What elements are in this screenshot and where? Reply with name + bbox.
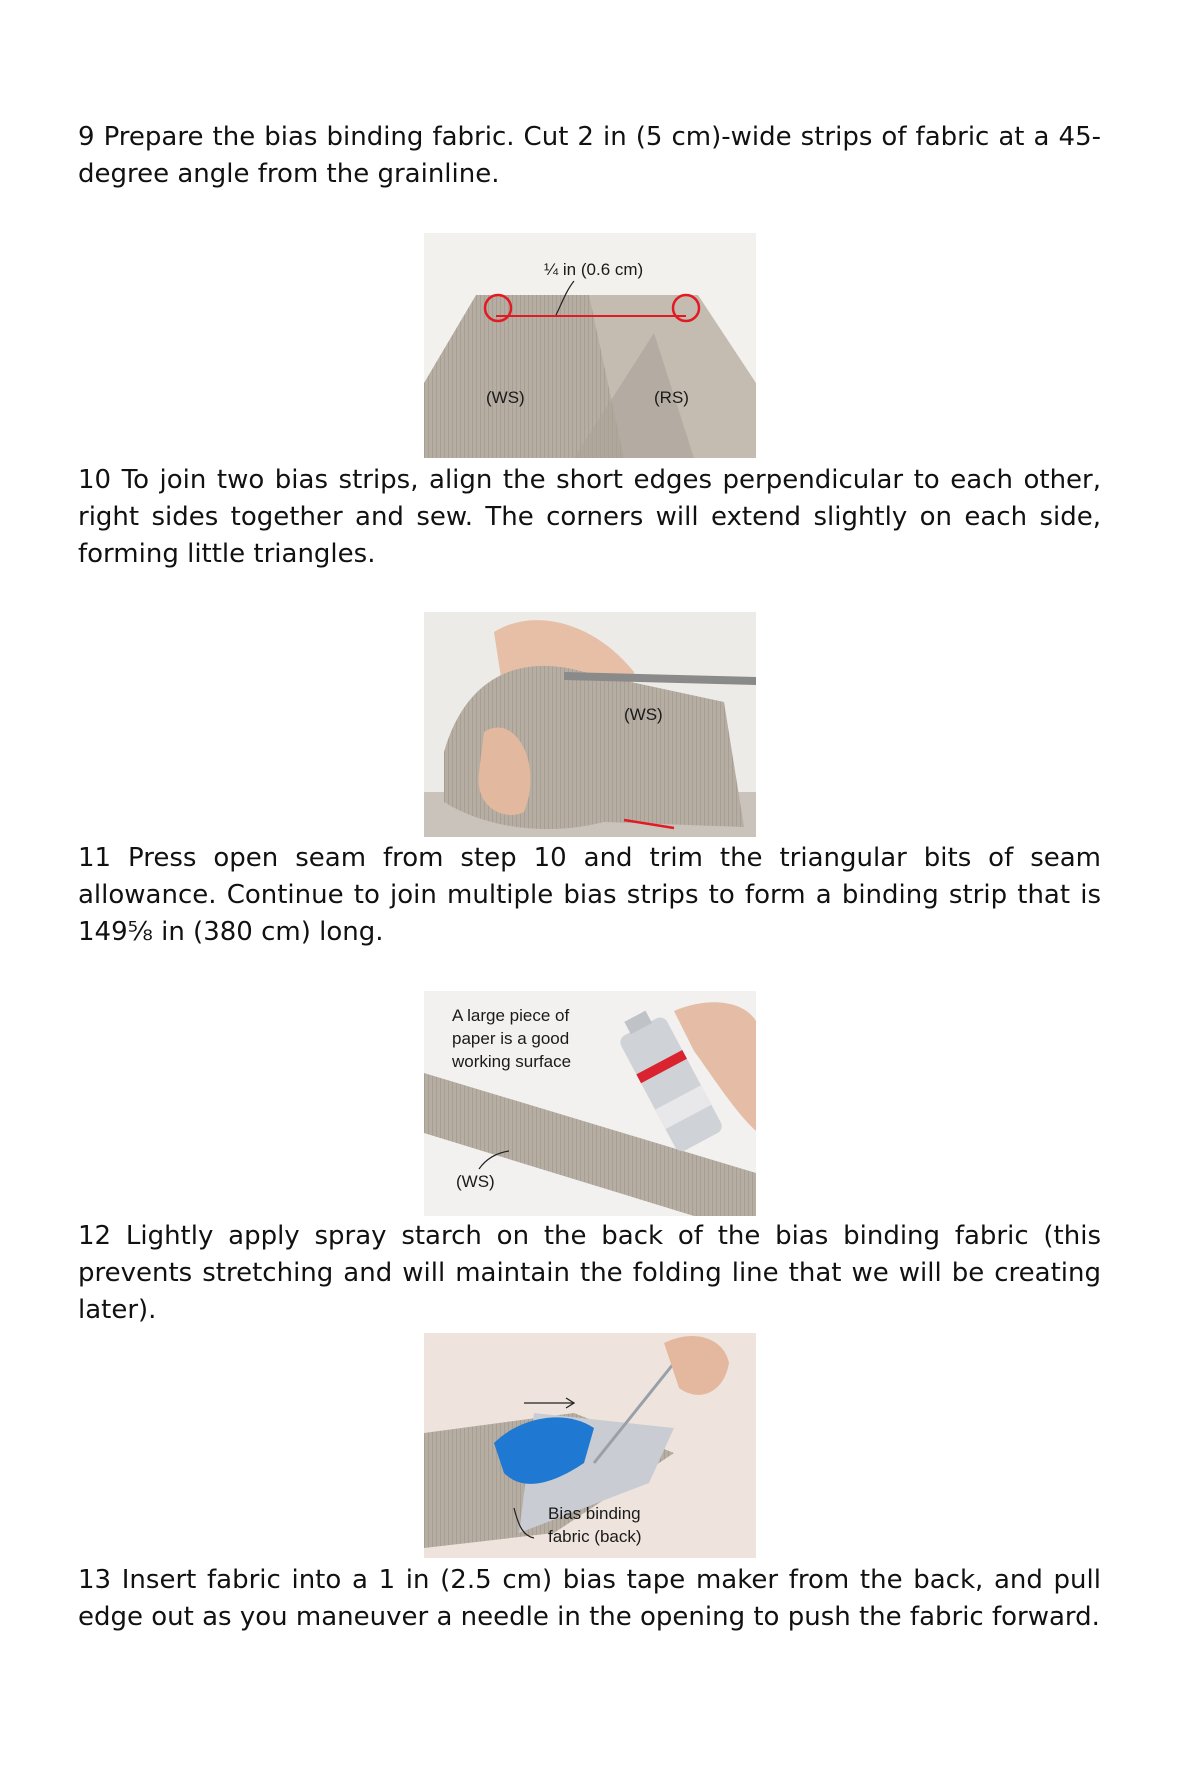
surface-note-line-3: working surface (452, 1052, 572, 1071)
fabric-note-line-2: fabric (back) (548, 1527, 642, 1546)
rs-label: (RS) (654, 388, 689, 407)
step-12-text: 12 Lightly apply spray starch on the back of the bias binding fabric (this prevents stretching and will maintain the folding line that we will be creating later). (78, 1221, 1101, 1325)
trim-ws-label: (WS) (624, 705, 663, 724)
step-13-text: 13 Insert fabric into a 1 in (2.5 cm) bias tape maker from the back, and pull edge out as you maneuver a needle in the opening to push the fabric forward. (78, 1565, 1101, 1632)
figure-join-strips (424, 233, 756, 458)
figure-trim-seam (424, 612, 756, 837)
step-11-text: 11 Press open seam from step 10 and trim the triangular bits of seam allowance. Continue to join multiple bias strips to form a binding strip that is 149⅝ in (380 cm) long. (78, 843, 1101, 947)
step-9-text: 9 Prepare the bias binding fabric. Cut 2 in (5 cm)-wide strips of fabric at a 45-degree angle from the grainline. (78, 122, 1101, 189)
bias-tape-maker-illustration (424, 1333, 756, 1558)
trim-seam-illustration (424, 612, 756, 837)
surface-note-line-2: paper is a good (452, 1029, 570, 1048)
spray-starch-illustration (424, 991, 756, 1216)
fabric-note-line-1: Bias binding (548, 1504, 641, 1523)
step-10-text: 10 To join two bias strips, align the short edges perpendicular to each other, right sides together and sew. The corners will extend slightly on each side, forming little triangles. (78, 465, 1101, 569)
spray-ws-label: (WS) (456, 1172, 495, 1191)
figure-spray-starch (424, 991, 756, 1216)
surface-note-line-1: A large piece of (452, 1006, 570, 1025)
ws-label: (WS) (486, 388, 525, 407)
figure-bias-tape-maker (424, 1333, 756, 1558)
join-strips-illustration (424, 233, 756, 458)
seam-measure-label: ¼ in (0.6 cm) (544, 260, 644, 279)
